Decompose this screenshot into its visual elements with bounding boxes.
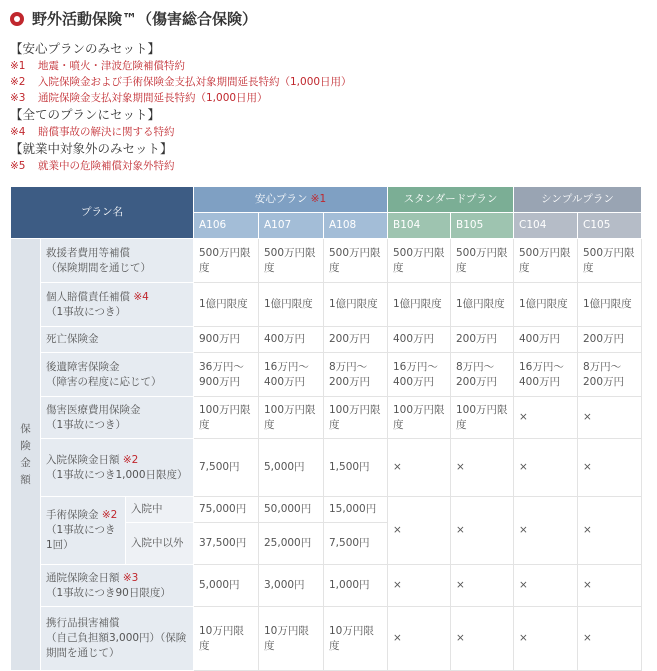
table-cell: ×	[451, 439, 514, 497]
table-cell: 37,500円	[194, 523, 259, 565]
table-cell: 500万円限度	[388, 239, 451, 283]
plan-code: C105	[578, 213, 642, 239]
table-cell: 5,000円	[194, 565, 259, 607]
table-cell: 100万円限度	[259, 397, 324, 439]
coverage-table	[10, 186, 642, 671]
table-cell: 900万円	[194, 327, 259, 353]
table-row	[11, 283, 642, 327]
table-cell: ×	[388, 565, 451, 607]
table-cell: 500万円限度	[259, 239, 324, 283]
table-cell: 1億円限度	[514, 283, 578, 327]
table-cell: ×	[578, 565, 642, 607]
plan-name-header: プラン名	[11, 187, 194, 239]
note-heading: 【就業中対象外のみセット】	[10, 141, 173, 156]
table-cell: 400万円	[388, 327, 451, 353]
table-cell: ×	[451, 607, 514, 671]
table-cell: ×	[388, 497, 451, 565]
table-cell: 100万円限度	[388, 397, 451, 439]
table-row	[11, 497, 642, 523]
table-row	[11, 565, 642, 607]
plan-code: B104	[388, 213, 451, 239]
table-cell: 36万円～900万円	[194, 353, 259, 397]
row-label: 後遺障害保険金 （障害の程度に応じて）	[41, 353, 194, 397]
plan-code: C104	[514, 213, 578, 239]
table-cell: 8万円～200万円	[578, 353, 642, 397]
table-cell: 75,000円	[194, 497, 259, 523]
row-label: 携行品損害補償 （自己負担額3,000円）（保険期間を通じて）	[41, 607, 194, 671]
row-label: 傷害医療費用保険金 （1事故につき）	[41, 397, 194, 439]
table-cell: 3,000円	[259, 565, 324, 607]
table-cell: 500万円限度	[324, 239, 388, 283]
row-label: 手術保険金 ※2 （1事故につき1回）	[41, 497, 126, 565]
table-cell: 1億円限度	[259, 283, 324, 327]
table-cell: 7,500円	[324, 523, 388, 565]
table-cell: ×	[514, 439, 578, 497]
row-label: 死亡保険金	[41, 327, 194, 353]
note-item: ※1 地震・噴火・津波危険補償特約	[10, 60, 185, 72]
table-cell: ×	[578, 439, 642, 497]
table-cell: 100万円限度	[324, 397, 388, 439]
table-cell: 16万円～400万円	[514, 353, 578, 397]
table-cell: ×	[514, 397, 578, 439]
table-cell: 16万円～400万円	[259, 353, 324, 397]
table-cell: ×	[578, 397, 642, 439]
table-cell: 10万円限度	[259, 607, 324, 671]
plan-code: A108	[324, 213, 388, 239]
note-item: ※5 就業中の危険補償対象外特約	[10, 160, 175, 172]
table-cell: 7,500円	[194, 439, 259, 497]
note-heading: 【全てのプランにセット】	[10, 107, 161, 122]
table-cell: 200万円	[324, 327, 388, 353]
table-cell: 50,000円	[259, 497, 324, 523]
page-title: 野外活動保険™（傷害総合保険）	[32, 10, 258, 28]
table-cell: ×	[578, 607, 642, 671]
table-cell: 1億円限度	[388, 283, 451, 327]
table-row	[11, 397, 642, 439]
table-cell: ×	[388, 607, 451, 671]
table-row	[11, 327, 642, 353]
table-cell: 8万円～200万円	[324, 353, 388, 397]
row-label: 救援者費用等補償 （保険期間を通じて）	[41, 239, 194, 283]
sub-row-label: 入院中	[126, 497, 194, 523]
table-cell: 10万円限度	[194, 607, 259, 671]
note-heading: 【安心プランのみセット】	[10, 41, 161, 56]
table-cell: 400万円	[514, 327, 578, 353]
row-label: 個人賠償責任補償 ※4 （1事故につき）	[41, 283, 194, 327]
table-cell: 100万円限度	[451, 397, 514, 439]
table-cell: 1億円限度	[451, 283, 514, 327]
table-cell: 500万円限度	[451, 239, 514, 283]
table-cell: ×	[514, 497, 578, 565]
note-item: ※4 賠償事故の解決に関する特約	[10, 126, 175, 138]
table-row	[11, 353, 642, 397]
table-cell: 100万円限度	[194, 397, 259, 439]
plan-code: A106	[194, 213, 259, 239]
table-cell: ×	[514, 565, 578, 607]
notes-list	[10, 40, 650, 174]
plan-code: B105	[451, 213, 514, 239]
table-cell: 200万円	[451, 327, 514, 353]
table-cell: 8万円～200万円	[451, 353, 514, 397]
table-cell: 10万円限度	[324, 607, 388, 671]
plan-header-simple: シンプルプラン	[514, 187, 642, 213]
table-cell: 500万円限度	[514, 239, 578, 283]
note-item: ※3 通院保険金支払対象期間延長特約（1,000日用）	[10, 92, 268, 104]
table-cell: 1億円限度	[324, 283, 388, 327]
table-cell: 1億円限度	[194, 283, 259, 327]
sub-row-label: 入院中以外	[126, 523, 194, 565]
note-item: ※2 入院保険金および手術保険金支払対象期間延長特約（1,000日用）	[10, 76, 352, 88]
table-row	[11, 607, 642, 671]
table-cell: 400万円	[259, 327, 324, 353]
table-cell: 500万円限度	[578, 239, 642, 283]
table-cell: 1億円限度	[578, 283, 642, 327]
plan-code: A107	[259, 213, 324, 239]
group-label: 保険金額	[11, 239, 41, 671]
table-cell: ×	[578, 497, 642, 565]
plan-header-standard: スタンダードプラン	[388, 187, 514, 213]
bullet-icon	[10, 12, 24, 26]
table-cell: 16万円～400万円	[388, 353, 451, 397]
table-cell: ×	[451, 497, 514, 565]
table-cell: 25,000円	[259, 523, 324, 565]
table-cell: ×	[514, 607, 578, 671]
table-cell: 5,000円	[259, 439, 324, 497]
row-label: 入院保険金日額 ※2 （1事故につき1,000日限度）	[41, 439, 194, 497]
table-cell: ×	[451, 565, 514, 607]
table-cell: 500万円限度	[194, 239, 259, 283]
table-row	[11, 439, 642, 497]
plan-header-anshin: 安心プラン ※1	[194, 187, 388, 213]
page-title-block	[10, 8, 257, 29]
table-cell: 1,500円	[324, 439, 388, 497]
row-label: 通院保険金日額 ※3 （1事故につき90日限度）	[41, 565, 194, 607]
table-row	[11, 239, 642, 283]
table-cell: ×	[388, 439, 451, 497]
table-cell: 1,000円	[324, 565, 388, 607]
table-cell: 200万円	[578, 327, 642, 353]
table-cell: 15,000円	[324, 497, 388, 523]
